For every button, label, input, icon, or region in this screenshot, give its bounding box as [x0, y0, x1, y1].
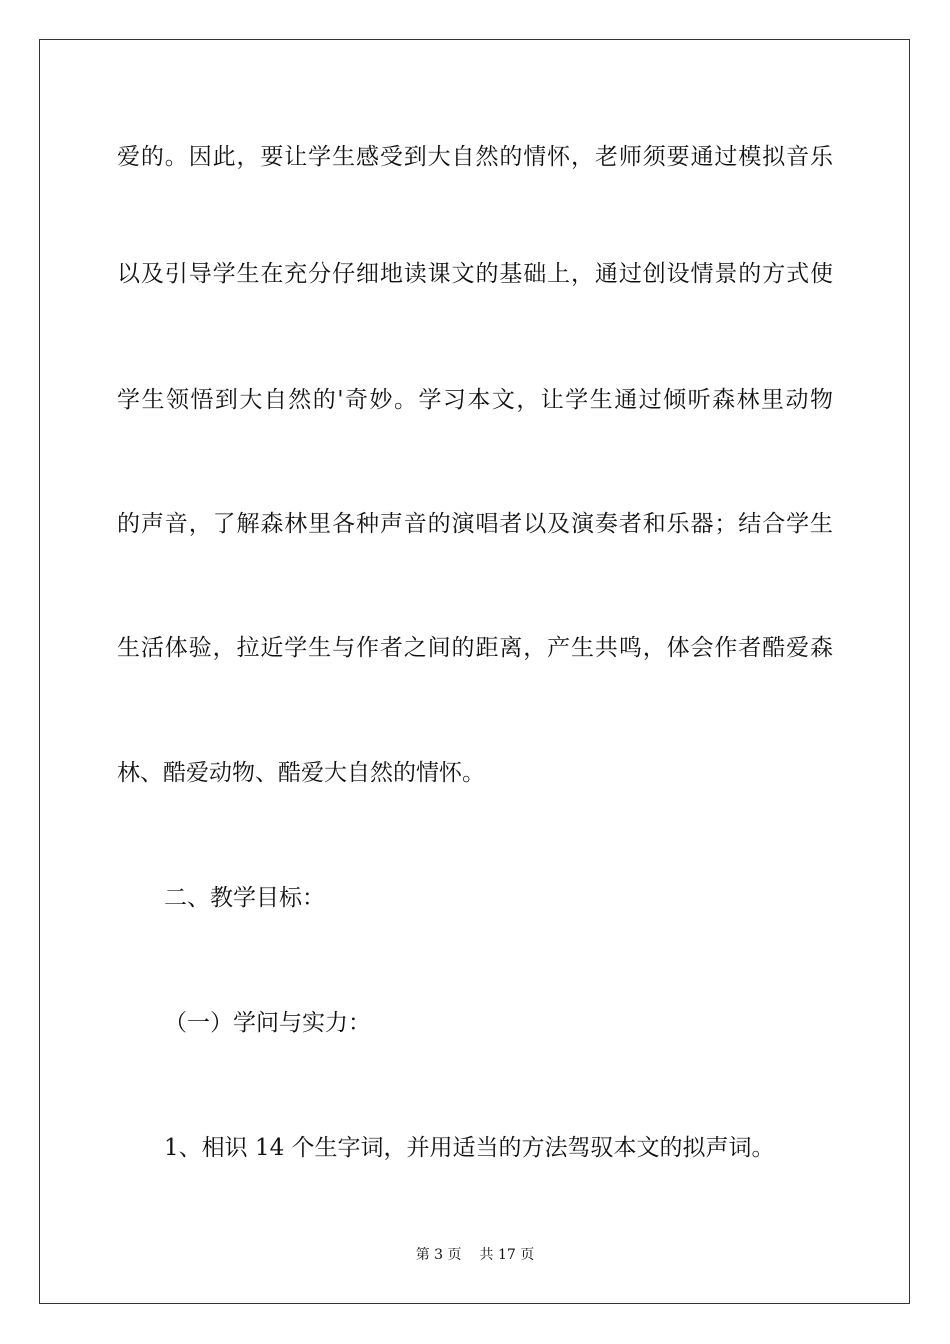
- list-item-1: 1、相识 14 个生字词，并用适当的方法驾驭本文的拟声词。: [164, 1135, 775, 1161]
- page-number: 第 3 页: [415, 1247, 462, 1263]
- body-line-6: 林、酷爱动物、酷爱大自然的情怀。: [117, 760, 485, 786]
- sub-heading: （一）学问与实力：: [164, 1010, 371, 1036]
- page-footer: [0, 1245, 950, 1265]
- body-line-2: 以及引导学生在充分仔细地读课文的基础上，通过创设情景的方式使: [117, 261, 833, 287]
- body-line-3: 学生领悟到大自然的'奇妙。学习本文，让学生通过倾听森林里动物: [117, 387, 833, 413]
- body-line-5: 生活体验，拉近学生与作者之间的距离，产生共鸣，体会作者酷爱森: [117, 635, 833, 661]
- body-line-4: 的声音，了解森林里各种声音的演唱者以及演奏者和乐器；结合学生: [117, 511, 833, 537]
- body-line-1: 爱的。因此，要让学生感受到大自然的情怀，老师须要通过模拟音乐: [117, 144, 833, 170]
- page-total: 共 17 页: [479, 1247, 535, 1263]
- section-heading: 二、教学目标：: [164, 885, 325, 911]
- page-border: [39, 39, 910, 1304]
